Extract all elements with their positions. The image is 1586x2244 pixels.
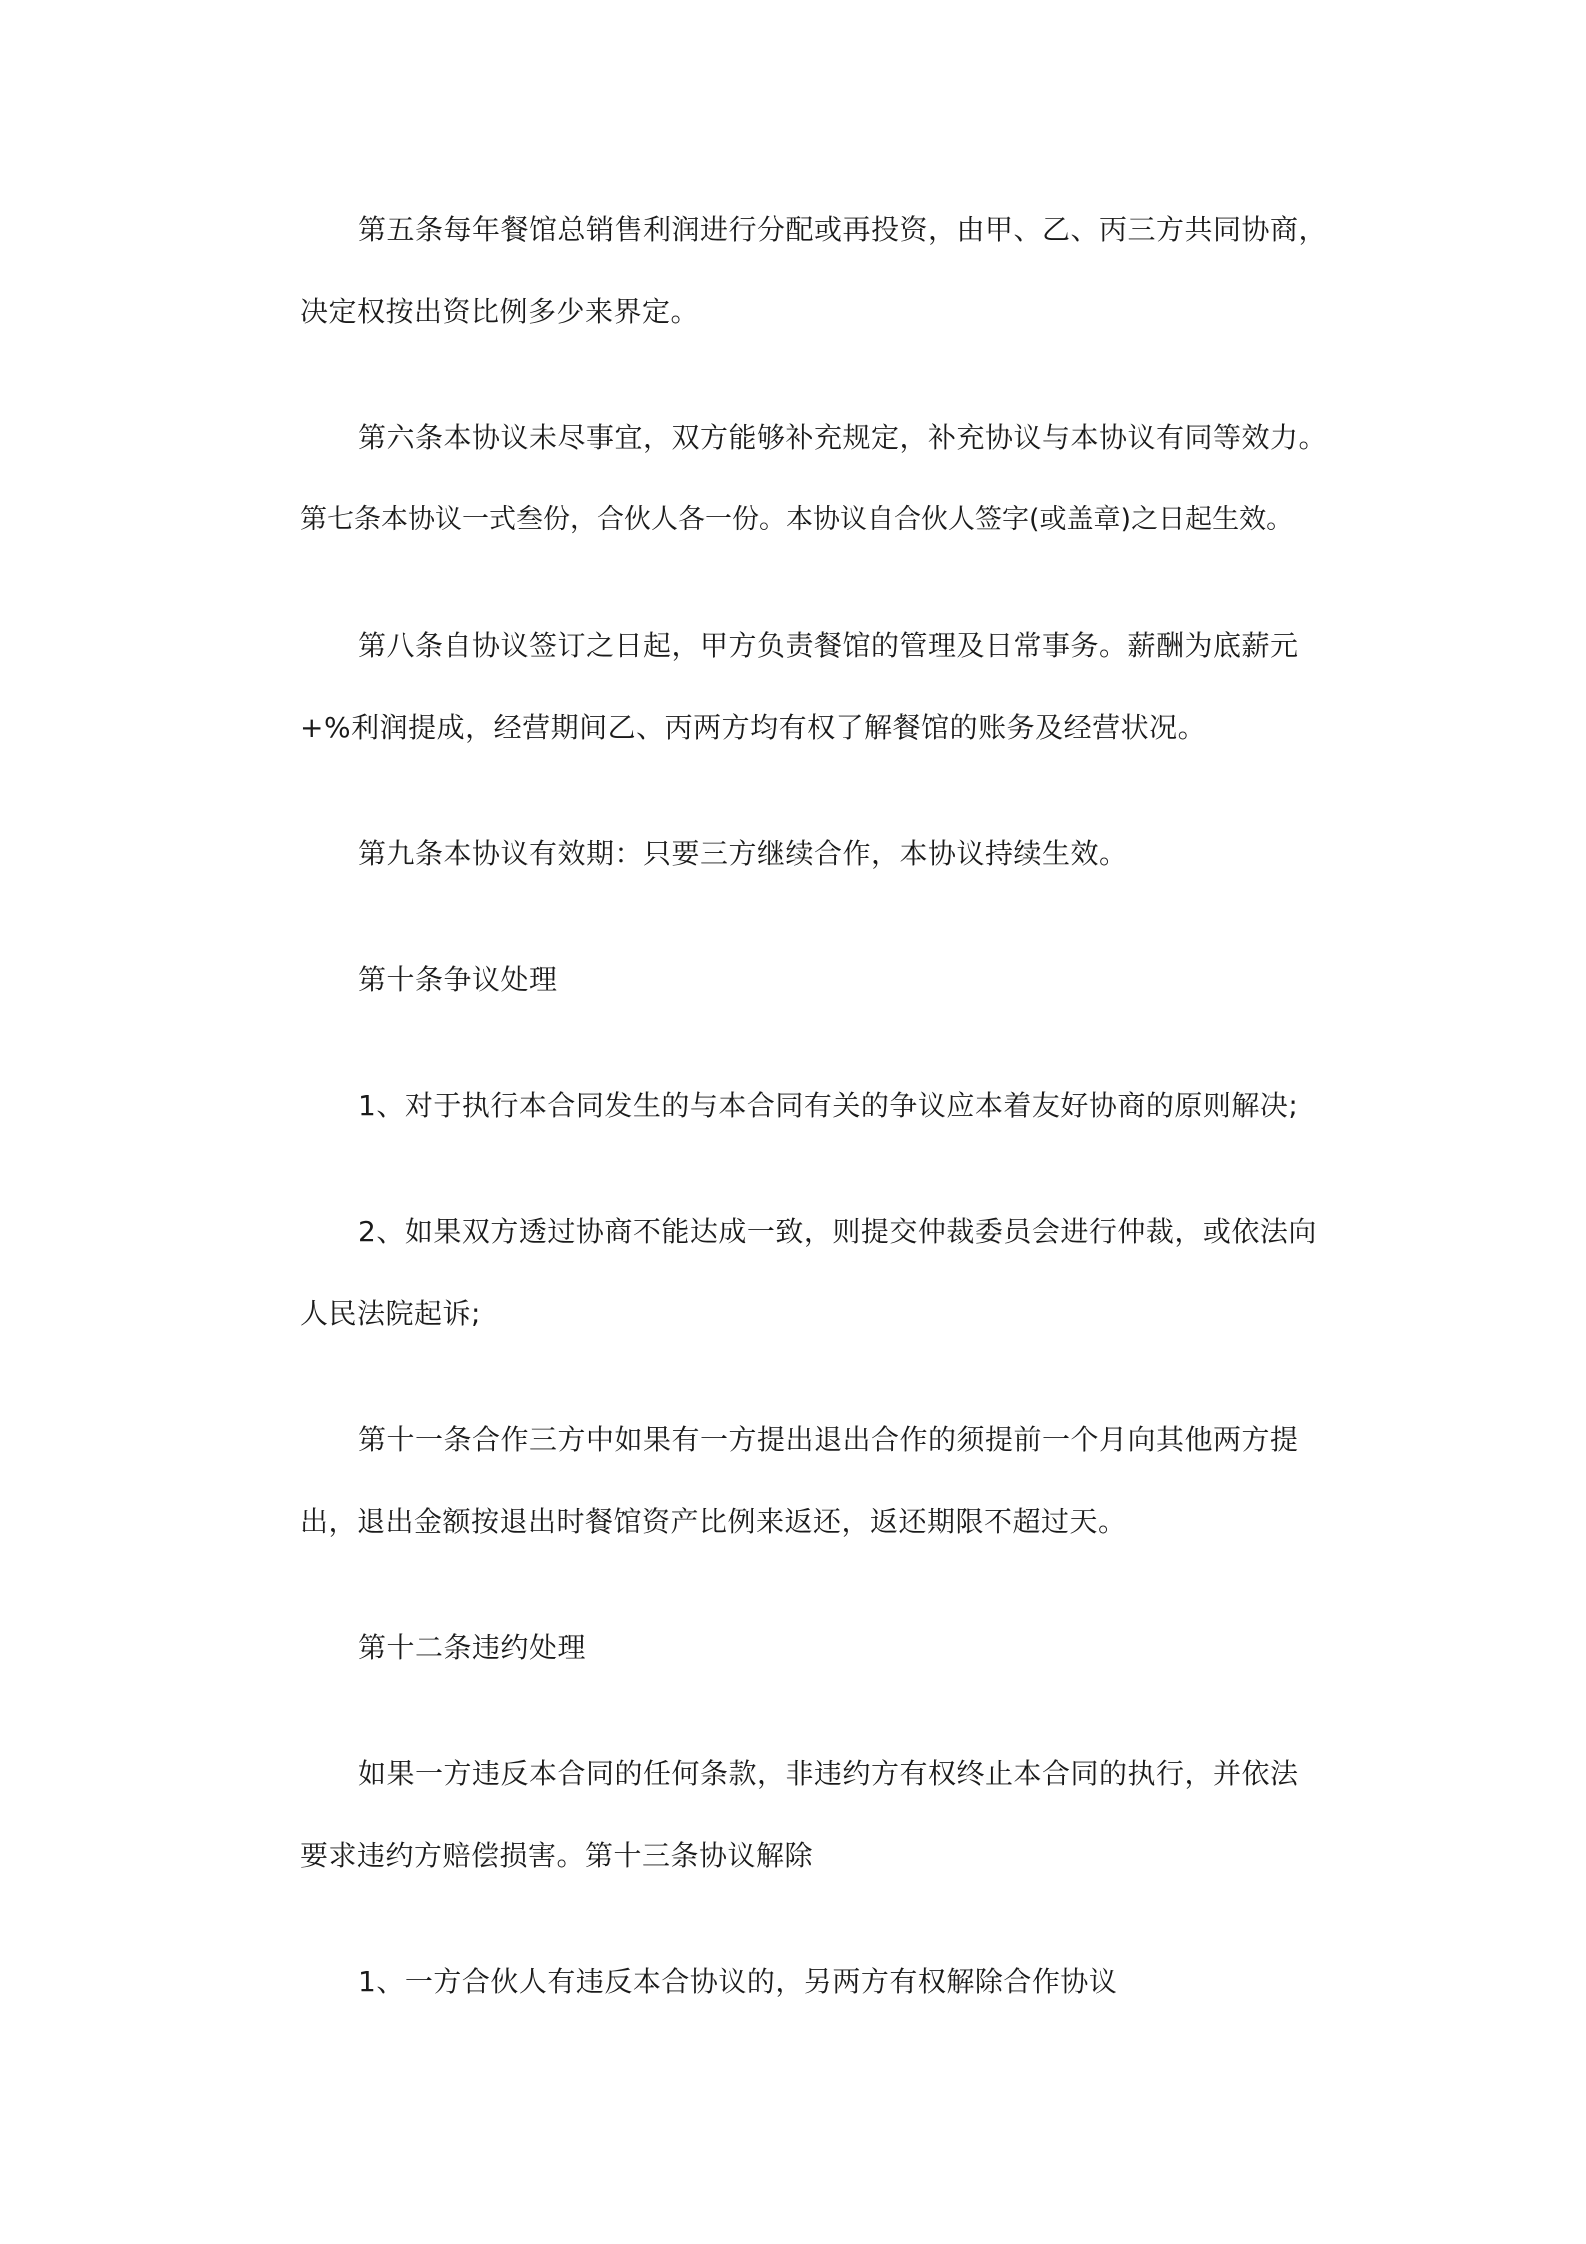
article-10-heading: 第十条争议处理 — [358, 963, 558, 996]
article-10-item-2-line-1: 2、如果双方透过协商不能达成一致，则提交仲裁委员会进行仲裁，或依法向 — [358, 1215, 1317, 1248]
article-7-line: 第七条本协议一式叁份，合伙人各一份。本协议自合伙人签字(或盖章)之日起生效。 — [300, 504, 1294, 535]
article-9-line: 第九条本协议有效期：只要三方继续合作，本协议持续生效。 — [358, 837, 1128, 870]
article-5-line-1: 第五条每年餐馆总销售利润进行分配或再投资，由甲、乙、丙三方共同协商， — [358, 213, 1328, 246]
article-13-item-1: 1、一方合伙人有违反本合协议的，另两方有权解除合作协议 — [358, 1965, 1118, 1998]
article-12-heading: 第十二条违约处理 — [358, 1631, 587, 1664]
article-11-line-1: 第十一条合作三方中如果有一方提出退出合作的须提前一个月向其他两方提 — [358, 1423, 1299, 1456]
article-10-item-2-line-2: 人民法院起诉; — [300, 1297, 481, 1330]
article-8-line-2: +%利润提成，经营期间乙、丙两方均有权了解餐馆的账务及经营状况。 — [300, 711, 1207, 744]
article-6-line: 第六条本协议未尽事宜，双方能够补充规定，补充协议与本协议有同等效力。 — [358, 421, 1328, 454]
article-12-line-1: 如果一方违反本合同的任何条款，非违约方有权终止本合同的执行，并依法 — [358, 1757, 1299, 1790]
article-8-line-1: 第八条自协议签订之日起，甲方负责餐馆的管理及日常事务。薪酬为底薪元 — [358, 629, 1299, 662]
article-12-line-2: 要求违约方赔偿损害。第十三条协议解除 — [300, 1839, 814, 1872]
article-5-line-2: 决定权按出资比例多少来界定。 — [300, 295, 700, 328]
article-10-item-1: 1、对于执行本合同发生的与本合同有关的争议应本着友好协商的原则解决; — [358, 1089, 1299, 1122]
article-11-line-2: 出，退出金额按退出时餐馆资产比例来返还，返还期限不超过天。 — [300, 1505, 1127, 1538]
